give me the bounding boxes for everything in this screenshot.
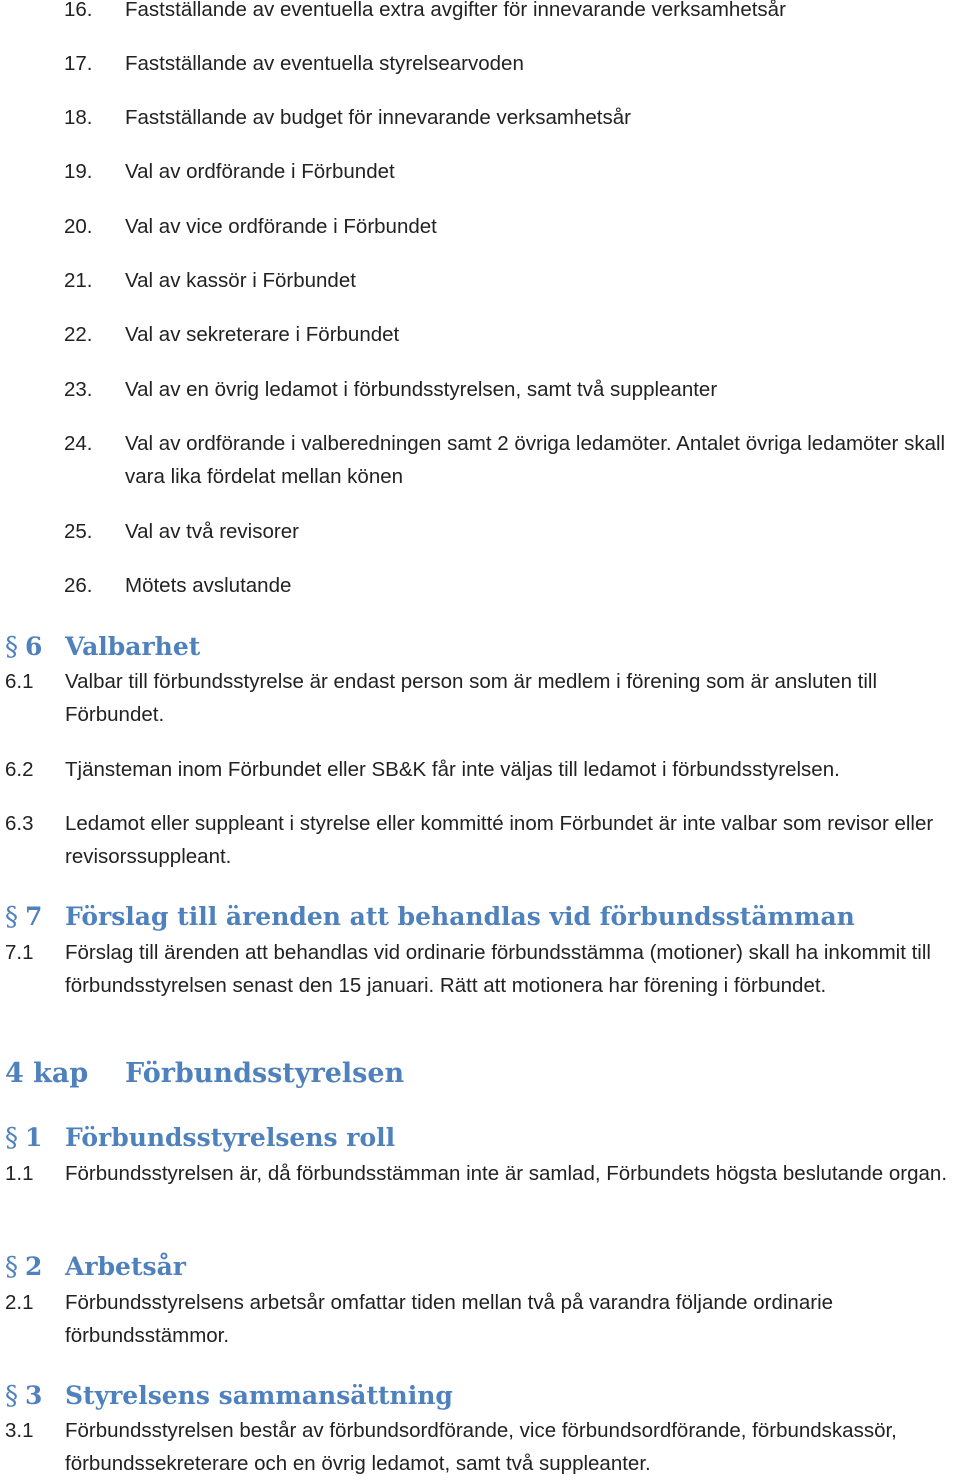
section-symbol: § bbox=[5, 1123, 18, 1153]
agenda-item-text: Val av sekreterare i Förbundet bbox=[125, 323, 400, 346]
agenda-item-text: Fastställande av eventuella styrelsearvoden bbox=[125, 52, 524, 75]
paragraph-text: Förbundsstyrelsen består av förbundsordförande, vice förbundsordförande, förbundskassör, förbundssekreterare och en övrig ledamot, samt två suppleanter. bbox=[65, 1419, 897, 1475]
paragraph-text: Ledamot eller suppleant i styrelse eller kommitté inom Förbundet är inte valbar som revisor eller revisorssuppleant. bbox=[65, 812, 934, 868]
agenda-item-text: Val av ordförande i valberedningen samt 2 övriga ledamöter. Antalet övriga ledamöter skall vara lika fördelat mellan könen bbox=[125, 432, 946, 488]
section-number: 3 bbox=[25, 1381, 43, 1410]
paragraph-number: 7.1 bbox=[5, 941, 34, 964]
agenda-item-text: Val av två revisorer bbox=[125, 520, 299, 543]
agenda-item-text: Val av vice ordförande i Förbundet bbox=[125, 215, 437, 238]
section-number: 7 bbox=[25, 902, 43, 931]
agenda-item-text: Val av en övrig ledamot i förbundsstyrelsen, samt två suppleanter bbox=[125, 378, 718, 401]
agenda-item-number: 22. bbox=[64, 323, 93, 346]
paragraph-text: Förslag till ärenden att behandlas vid ordinarie förbundsstämma (motioner) skall ha inkommit till förbundsstyrelsen senast den 15 januari. Rätt att motionera har förening i förbundet. bbox=[65, 941, 931, 997]
paragraph-number: 1.1 bbox=[5, 1162, 34, 1185]
agenda-item-text: Val av ordförande i Förbundet bbox=[125, 160, 395, 183]
agenda-item-number: 21. bbox=[64, 269, 93, 292]
section-symbol: § bbox=[5, 632, 18, 662]
chapter-title: Förbundsstyrelsen bbox=[125, 1058, 405, 1089]
section-title: Förbundsstyrelsens roll bbox=[65, 1123, 396, 1152]
paragraph-text: Valbar till förbundsstyrelse är endast person som är medlem i förening som är ansluten till Förbundet. bbox=[65, 670, 878, 726]
agenda-item-number: 26. bbox=[64, 574, 93, 597]
section-title: Förslag till ärenden att behandlas vid förbundsstämman bbox=[65, 902, 855, 931]
paragraph-number: 6.2 bbox=[5, 758, 34, 781]
agenda-item-number: 17. bbox=[64, 52, 93, 75]
agenda-item-text: Fastställande av eventuella extra avgifter för innevarande verksamhetsår bbox=[125, 0, 786, 21]
agenda-item-number: 16. bbox=[64, 0, 93, 21]
agenda-item-number: 18. bbox=[64, 106, 93, 129]
agenda-item-text: Val av kassör i Förbundet bbox=[125, 269, 356, 292]
section-title: Valbarhet bbox=[65, 632, 201, 661]
paragraph-number: 6.3 bbox=[5, 812, 34, 835]
paragraph-number: 2.1 bbox=[5, 1291, 34, 1314]
paragraph-text: Tjänsteman inom Förbundet eller SB&K får inte väljas till ledamot i förbundsstyrelsen. bbox=[65, 758, 840, 781]
paragraph-number: 3.1 bbox=[5, 1419, 34, 1442]
agenda-item-number: 24. bbox=[64, 432, 93, 455]
paragraph-number: 6.1 bbox=[5, 670, 34, 693]
section-symbol: § bbox=[5, 902, 18, 932]
section-symbol: § bbox=[5, 1252, 18, 1282]
agenda-item-text: Fastställande av budget för innevarande verksamhetsår bbox=[125, 106, 631, 129]
agenda-item-number: 19. bbox=[64, 160, 93, 183]
section-symbol: § bbox=[5, 1381, 18, 1411]
paragraph-text: Förbundsstyrelsen är, då förbundsstämman inte är samlad, Förbundets högsta beslutande organ. bbox=[65, 1162, 948, 1185]
agenda-item-number: 25. bbox=[64, 520, 93, 543]
chapter-number: 4 kap bbox=[5, 1058, 89, 1089]
paragraph-text: Förbundsstyrelsens arbetsår omfattar tiden mellan två på varandra följande ordinarie förbundsstämmor. bbox=[65, 1291, 834, 1347]
section-number: 6 bbox=[25, 632, 43, 661]
section-title: Arbetsår bbox=[65, 1252, 186, 1281]
section-number: 1 bbox=[25, 1123, 43, 1152]
agenda-item-number: 23. bbox=[64, 378, 93, 401]
section-title: Styrelsens sammansättning bbox=[65, 1381, 453, 1410]
agenda-item-text: Mötets avslutande bbox=[125, 574, 292, 597]
agenda-item-number: 20. bbox=[64, 215, 93, 238]
section-number: 2 bbox=[25, 1252, 43, 1281]
